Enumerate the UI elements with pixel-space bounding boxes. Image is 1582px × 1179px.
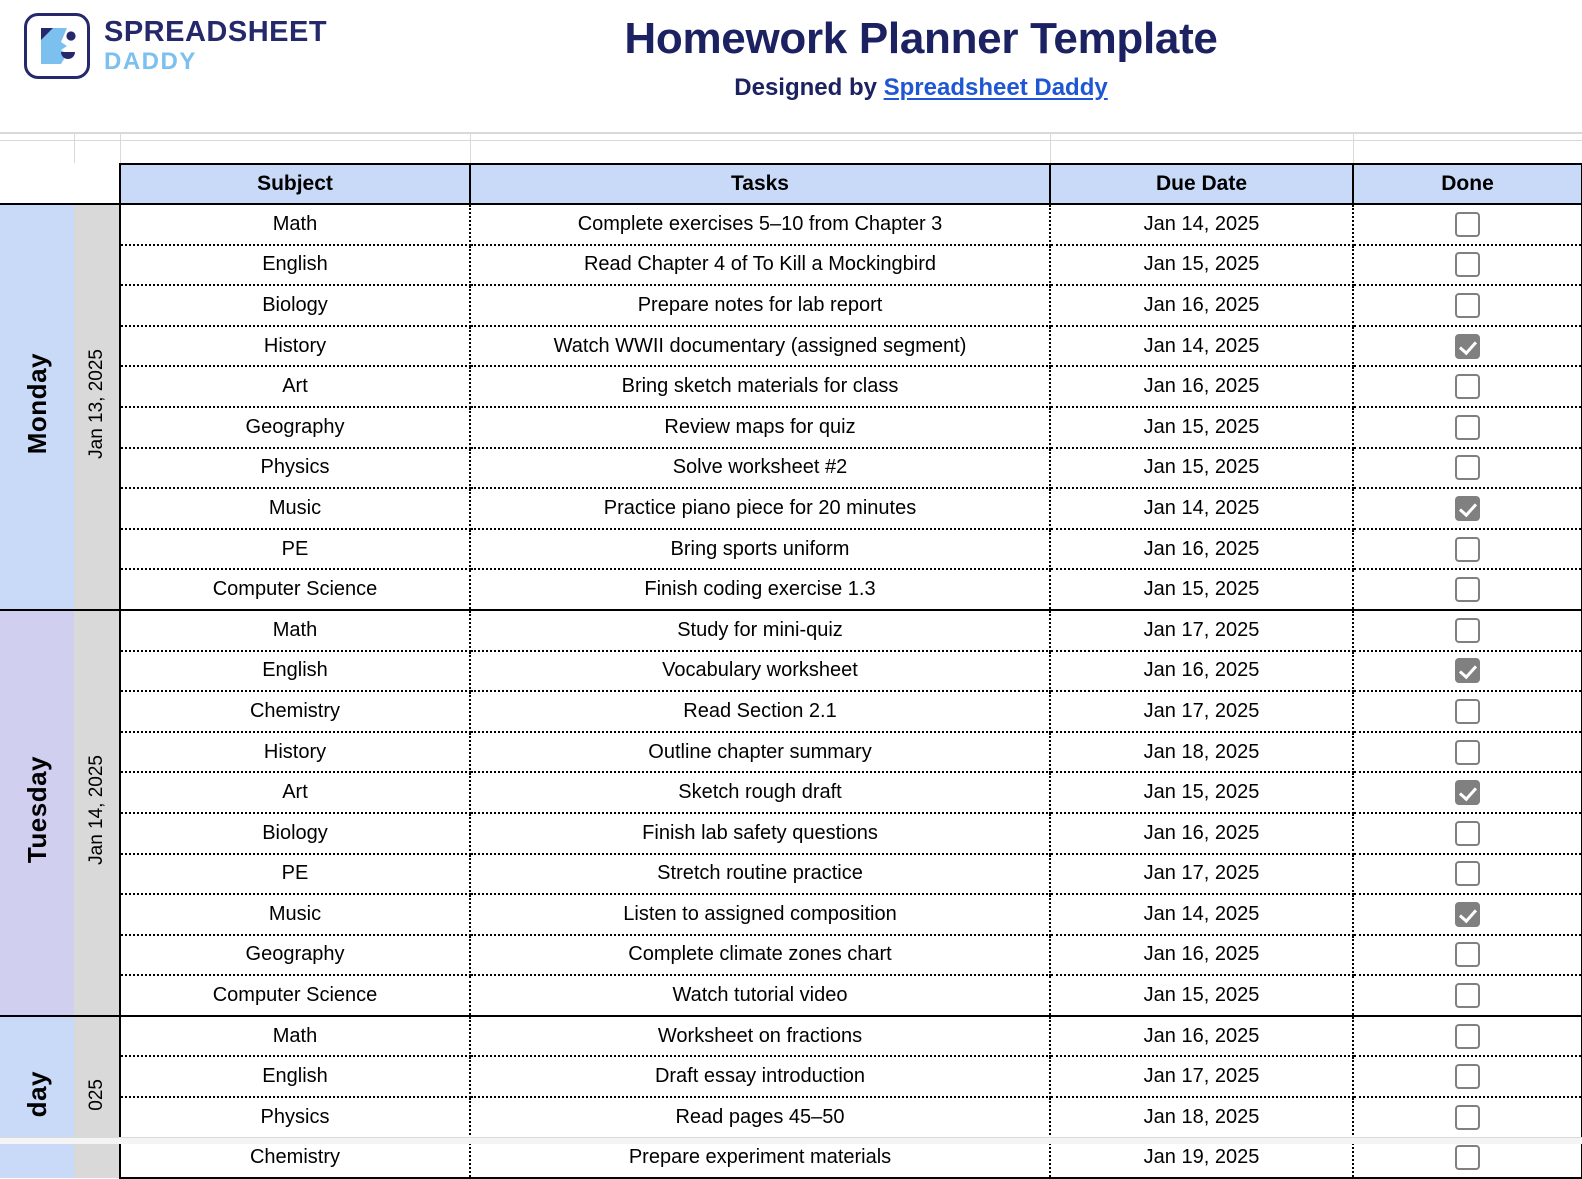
table-row: [0, 407, 1582, 448]
cell-task[interactable]: Read Section 2.1: [470, 691, 1050, 732]
table-row: [0, 732, 1582, 773]
cell-due-date[interactable]: Jan 19, 2025: [1050, 1138, 1353, 1179]
cell-task[interactable]: Practice piano piece for 20 minutes: [470, 488, 1050, 529]
cell-due-date[interactable]: Jan 16, 2025: [1050, 651, 1353, 692]
cell-done[interactable]: [1353, 448, 1582, 489]
checkbox-unchecked-icon[interactable]: [1455, 942, 1480, 967]
table-row: [0, 448, 1582, 489]
page-banner: [0, 0, 1582, 133]
table-row: [0, 366, 1582, 407]
cell-task[interactable]: Prepare experiment materials: [470, 1138, 1050, 1179]
gridline-vertical: [470, 133, 471, 163]
cell-due-date[interactable]: Jan 18, 2025: [1050, 1097, 1353, 1138]
cell-subject[interactable]: English: [120, 1056, 470, 1097]
cell-due-date[interactable]: Jan 15, 2025: [1050, 245, 1353, 286]
cell-done[interactable]: [1353, 813, 1582, 854]
day-name: Monday: [21, 353, 52, 455]
day-date: Jan 14, 2025: [85, 754, 107, 865]
cell-done[interactable]: [1353, 285, 1582, 326]
gridline-horizontal: [0, 133, 1582, 134]
cell-task[interactable]: Read pages 45–50: [470, 1097, 1050, 1138]
title-area: [380, 14, 1462, 102]
cell-subject[interactable]: Music: [120, 894, 470, 935]
day-date: Jan 13, 2025: [85, 349, 107, 459]
day-name: day: [21, 1071, 52, 1118]
table-row: [0, 772, 1582, 813]
cell-due-date[interactable]: Jan 16, 2025: [1050, 285, 1353, 326]
cell-task[interactable]: Draft essay introduction: [470, 1056, 1050, 1097]
cell-done[interactable]: [1353, 366, 1582, 407]
checkbox-checked-icon[interactable]: [1455, 780, 1480, 805]
cell-done[interactable]: [1353, 529, 1582, 570]
cell-done[interactable]: [1353, 569, 1582, 610]
cell-subject[interactable]: Math: [120, 204, 470, 245]
table-row: [0, 813, 1582, 854]
checkbox-unchecked-icon[interactable]: [1455, 1064, 1480, 1089]
cell-done[interactable]: [1353, 1016, 1582, 1057]
cell-done[interactable]: [1353, 488, 1582, 529]
checkbox-unchecked-icon[interactable]: [1455, 983, 1480, 1008]
table-row: [0, 488, 1582, 529]
cell-done[interactable]: [1353, 651, 1582, 692]
cell-subject[interactable]: English: [120, 245, 470, 286]
cell-due-date[interactable]: Jan 17, 2025: [1050, 691, 1353, 732]
cell-done[interactable]: [1353, 732, 1582, 773]
checkbox-unchecked-icon[interactable]: [1455, 861, 1480, 886]
table-row: [0, 651, 1582, 692]
checkbox-unchecked-icon[interactable]: [1455, 252, 1480, 277]
cell-subject[interactable]: History: [120, 732, 470, 773]
cell-due-date[interactable]: Jan 14, 2025: [1050, 488, 1353, 529]
checkbox-unchecked-icon[interactable]: [1455, 699, 1480, 724]
cell-due-date[interactable]: Jan 16, 2025: [1050, 935, 1353, 976]
table-row: [0, 610, 1582, 651]
table-row: [0, 285, 1582, 326]
cell-due-date[interactable]: Jan 15, 2025: [1050, 407, 1353, 448]
brand-logo: [24, 13, 327, 79]
cell-task[interactable]: Solve worksheet #2: [470, 448, 1050, 489]
checkbox-unchecked-icon[interactable]: [1455, 740, 1480, 765]
checkbox-unchecked-icon[interactable]: [1455, 212, 1480, 237]
cell-task[interactable]: Listen to assigned composition: [470, 894, 1050, 935]
cell-task[interactable]: Prepare notes for lab report: [470, 285, 1050, 326]
spreadsheet-bottom-edge: [0, 1137, 1582, 1144]
designed-by-label: Designed by: [734, 73, 884, 101]
cell-subject[interactable]: History: [120, 326, 470, 367]
column-header-tasks[interactable]: Tasks: [470, 164, 1050, 204]
cell-subject[interactable]: Art: [120, 772, 470, 813]
checkbox-unchecked-icon[interactable]: [1455, 415, 1480, 440]
table-row: [0, 1056, 1582, 1097]
checkbox-unchecked-icon[interactable]: [1455, 1145, 1480, 1170]
table-row: [0, 326, 1582, 367]
cell-subject[interactable]: Physics: [120, 1097, 470, 1138]
cell-due-date[interactable]: Jan 14, 2025: [1050, 894, 1353, 935]
column-header-due-date[interactable]: Due Date: [1050, 164, 1353, 204]
day-date-cell: [74, 610, 120, 1016]
spreadsheet-daddy-link[interactable]: Spreadsheet Daddy: [883, 73, 1108, 101]
cell-task[interactable]: Stretch routine practice: [470, 854, 1050, 895]
checkbox-checked-icon[interactable]: [1455, 658, 1480, 683]
cell-done[interactable]: [1353, 326, 1582, 367]
cell-task[interactable]: Sketch rough draft: [470, 772, 1050, 813]
cell-done[interactable]: [1353, 610, 1582, 651]
cell-done[interactable]: [1353, 1097, 1582, 1138]
table-row: [0, 854, 1582, 895]
gridline-vertical: [120, 133, 121, 163]
cell-due-date[interactable]: Jan 16, 2025: [1050, 366, 1353, 407]
checkbox-unchecked-icon[interactable]: [1455, 293, 1480, 318]
cell-task[interactable]: Study for mini-quiz: [470, 610, 1050, 651]
day-label-cell: [0, 610, 74, 1016]
cell-due-date[interactable]: Jan 15, 2025: [1050, 772, 1353, 813]
header-spacer-day: [0, 164, 74, 204]
checkbox-unchecked-icon[interactable]: [1455, 455, 1480, 480]
cell-task[interactable]: Watch tutorial video: [470, 975, 1050, 1016]
cell-subject[interactable]: Math: [120, 610, 470, 651]
cell-subject[interactable]: Chemistry: [120, 691, 470, 732]
logo-wordmark-line2: DADDY: [104, 48, 197, 75]
cell-subject[interactable]: Biology: [120, 813, 470, 854]
day-label-cell: [0, 1016, 74, 1178]
checkbox-unchecked-icon[interactable]: [1455, 537, 1480, 562]
checkbox-unchecked-icon[interactable]: [1455, 374, 1480, 399]
checkbox-checked-icon[interactable]: [1455, 496, 1480, 521]
cell-subject[interactable]: PE: [120, 529, 470, 570]
cell-due-date[interactable]: Jan 15, 2025: [1050, 569, 1353, 610]
cell-subject[interactable]: Computer Science: [120, 569, 470, 610]
table-row: [0, 1097, 1582, 1138]
day-label-cell: [0, 204, 74, 610]
homework-planner-table: [0, 163, 1582, 1179]
table-row: [0, 935, 1582, 976]
cell-due-date[interactable]: Jan 14, 2025: [1050, 204, 1353, 245]
cell-task[interactable]: Read Chapter 4 of To Kill a Mockingbird: [470, 245, 1050, 286]
cell-due-date[interactable]: Jan 16, 2025: [1050, 529, 1353, 570]
cell-task[interactable]: Worksheet on fractions: [470, 1016, 1050, 1057]
cell-subject[interactable]: Computer Science: [120, 975, 470, 1016]
cell-task[interactable]: Complete exercises 5–10 from Chapter 3: [470, 204, 1050, 245]
cell-task[interactable]: Bring sports uniform: [470, 529, 1050, 570]
cell-task[interactable]: Watch WWII documentary (assigned segment): [470, 326, 1050, 367]
cell-due-date[interactable]: Jan 16, 2025: [1050, 813, 1353, 854]
cell-done[interactable]: [1353, 245, 1582, 286]
cell-subject[interactable]: Biology: [120, 285, 470, 326]
column-header-done[interactable]: Done: [1353, 164, 1582, 204]
checkbox-checked-icon[interactable]: [1455, 334, 1480, 359]
checkbox-checked-icon[interactable]: [1455, 902, 1480, 927]
table-row: [0, 204, 1582, 245]
cell-done[interactable]: [1353, 854, 1582, 895]
cell-due-date[interactable]: Jan 15, 2025: [1050, 975, 1353, 1016]
gridline-vertical: [1050, 133, 1051, 163]
cell-done[interactable]: [1353, 691, 1582, 732]
cell-task[interactable]: Vocabulary worksheet: [470, 651, 1050, 692]
table-row: [0, 529, 1582, 570]
checkbox-unchecked-icon[interactable]: [1455, 1105, 1480, 1130]
cell-due-date[interactable]: Jan 14, 2025: [1050, 326, 1353, 367]
cell-subject[interactable]: Physics: [120, 448, 470, 489]
gridline-vertical: [1353, 133, 1354, 163]
day-date-cell: [74, 1016, 120, 1178]
table-row: [0, 569, 1582, 610]
table-row: [0, 1016, 1582, 1057]
cell-done[interactable]: [1353, 935, 1582, 976]
cell-subject[interactable]: Geography: [120, 935, 470, 976]
cell-subject[interactable]: Chemistry: [120, 1138, 470, 1179]
cell-subject[interactable]: Math: [120, 1016, 470, 1057]
cell-due-date[interactable]: Jan 18, 2025: [1050, 732, 1353, 773]
day-name: Tuesday: [21, 756, 52, 864]
cell-done[interactable]: [1353, 772, 1582, 813]
cell-task[interactable]: Bring sketch materials for class: [470, 366, 1050, 407]
table-body: [0, 204, 1582, 1178]
checkbox-unchecked-icon[interactable]: [1455, 821, 1480, 846]
table-header: [0, 164, 1582, 204]
day-date-cell: [74, 204, 120, 610]
cell-done[interactable]: [1353, 204, 1582, 245]
cell-done[interactable]: [1353, 894, 1582, 935]
cell-done[interactable]: [1353, 407, 1582, 448]
spreadsheet-gridline-strip: [0, 133, 1582, 163]
cell-due-date[interactable]: Jan 17, 2025: [1050, 854, 1353, 895]
page-title: Homework Planner Template: [624, 14, 1218, 63]
day-date: 025: [85, 1078, 107, 1111]
cell-due-date[interactable]: Jan 16, 2025: [1050, 1016, 1353, 1057]
cell-subject[interactable]: Art: [120, 366, 470, 407]
table-row: [0, 894, 1582, 935]
cell-task[interactable]: Finish coding exercise 1.3: [470, 569, 1050, 610]
cell-subject[interactable]: PE: [120, 854, 470, 895]
page-subtitle: [380, 74, 1462, 102]
gridline-horizontal: [0, 140, 1582, 141]
cell-task[interactable]: Outline chapter summary: [470, 732, 1050, 773]
spreadsheet-daddy-logo-icon: [24, 13, 90, 79]
cell-task[interactable]: Review maps for quiz: [470, 407, 1050, 448]
logo-wordmark-line1: SPREADSHEET: [104, 16, 328, 48]
table-row: [0, 975, 1582, 1016]
table-row: [0, 245, 1582, 286]
table-header-row: [0, 164, 1582, 204]
cell-due-date[interactable]: Jan 17, 2025: [1050, 610, 1353, 651]
column-header-subject[interactable]: Subject: [120, 164, 470, 204]
cell-due-date[interactable]: Jan 17, 2025: [1050, 1056, 1353, 1097]
cell-subject[interactable]: English: [120, 651, 470, 692]
gridline-vertical: [74, 133, 75, 163]
cell-task[interactable]: Complete climate zones chart: [470, 935, 1050, 976]
cell-subject[interactable]: Geography: [120, 407, 470, 448]
cell-subject[interactable]: Music: [120, 488, 470, 529]
cell-task[interactable]: Finish lab safety questions: [470, 813, 1050, 854]
cell-done[interactable]: [1353, 975, 1582, 1016]
cell-done[interactable]: [1353, 1056, 1582, 1097]
checkbox-unchecked-icon[interactable]: [1455, 618, 1480, 643]
cell-due-date[interactable]: Jan 15, 2025: [1050, 448, 1353, 489]
table-row: [0, 691, 1582, 732]
checkbox-unchecked-icon[interactable]: [1455, 577, 1480, 602]
checkbox-unchecked-icon[interactable]: [1455, 1024, 1480, 1049]
header-spacer-date: [74, 164, 120, 204]
